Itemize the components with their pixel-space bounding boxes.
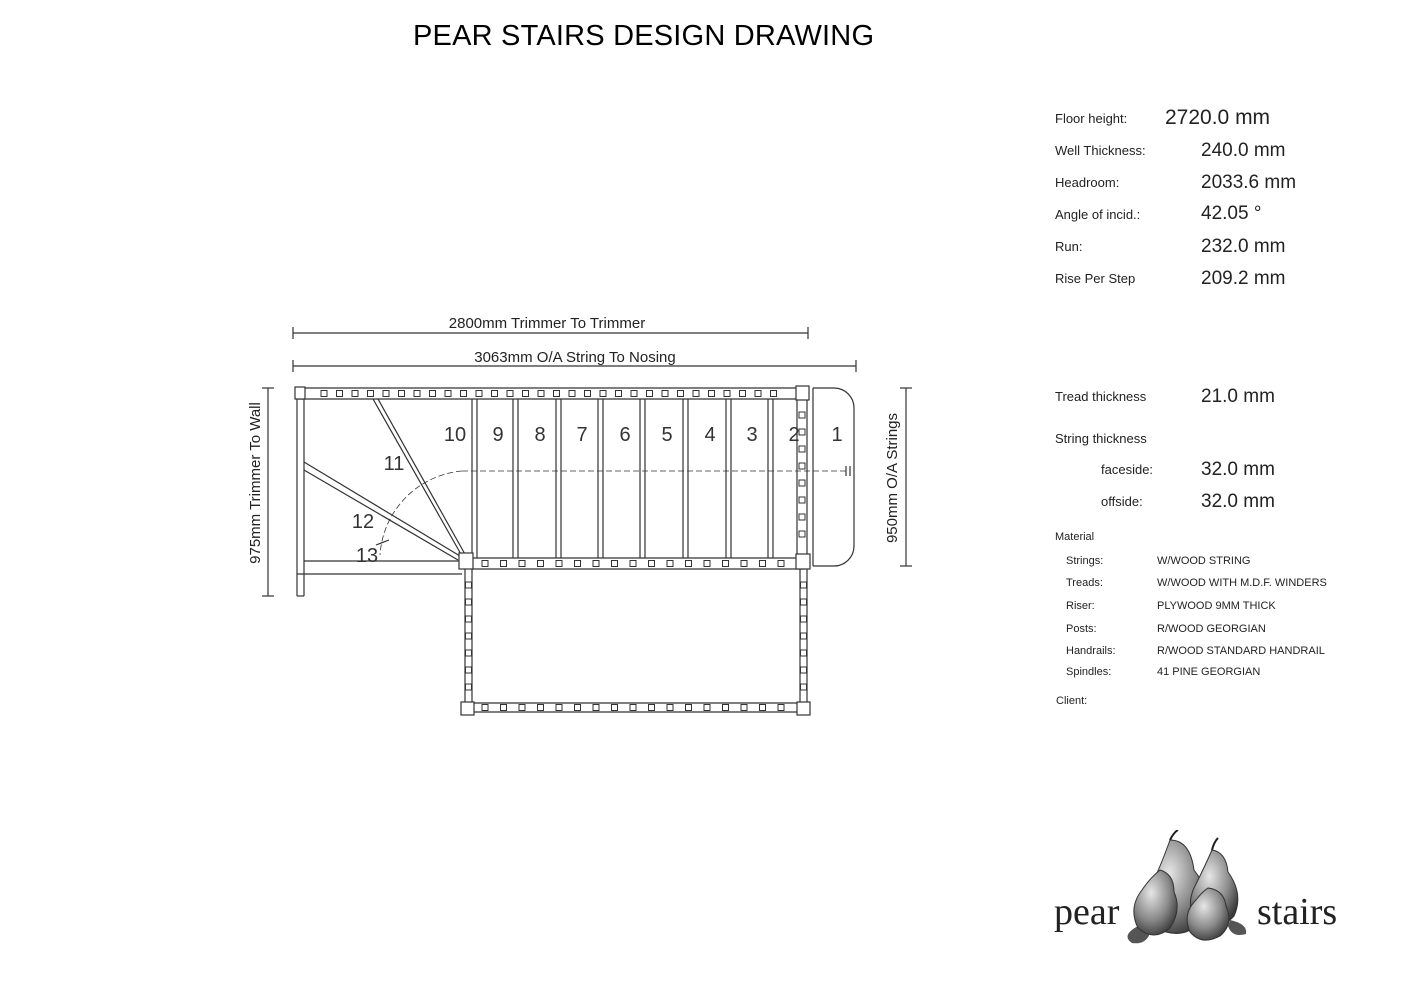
angle-label: Angle of incid.: [1055, 207, 1141, 222]
material-heading: Material [1055, 531, 1095, 543]
spindle [801, 684, 807, 690]
spindle [799, 497, 805, 503]
step-number: 8 [534, 424, 546, 446]
material-item-label: Riser: [1066, 600, 1095, 612]
spindle [799, 412, 805, 418]
spindle [430, 391, 436, 397]
step-number: 1 [831, 424, 843, 446]
spindle [538, 391, 544, 397]
rise-value: 209.2 mm [1201, 268, 1286, 289]
spindle [399, 391, 405, 397]
spindle [414, 391, 420, 397]
well-thickness-value: 240.0 mm [1201, 140, 1286, 161]
spindle [771, 391, 777, 397]
client-label: Client: [1056, 695, 1088, 707]
material-item-value: W/WOOD WITH M.D.F. WINDERS [1157, 577, 1327, 589]
spindle [554, 391, 560, 397]
spindle [461, 391, 467, 397]
logo-word-stairs: stairs [1257, 891, 1338, 933]
spindle [383, 391, 389, 397]
offside-value: 32.0 mm [1201, 491, 1275, 512]
headroom-label: Headroom: [1055, 175, 1120, 190]
spindle [519, 705, 525, 711]
step-number: 10 [443, 424, 467, 446]
spindle [647, 391, 653, 397]
step-number: 5 [661, 424, 673, 446]
spindle [686, 561, 692, 567]
step-number: 6 [619, 424, 631, 446]
spindle [667, 561, 673, 567]
spindle [538, 705, 544, 711]
spindle [799, 531, 805, 537]
spindle [704, 561, 710, 567]
spindle [799, 480, 805, 486]
material-item-value: R/WOOD GEORGIAN [1157, 623, 1266, 635]
newel-post [797, 702, 810, 715]
well-thickness-label: Well Thickness: [1055, 143, 1146, 158]
material-item-label: Treads: [1066, 577, 1103, 589]
spindle [466, 616, 472, 622]
spindle [368, 391, 374, 397]
spindle [724, 391, 730, 397]
spindle [519, 561, 525, 567]
spindle [667, 705, 673, 711]
spindle [801, 599, 807, 605]
material-item-label: Handrails: [1066, 645, 1116, 657]
newel-post [459, 553, 473, 569]
headroom-value: 2033.6 mm [1201, 172, 1297, 193]
spindle [501, 705, 507, 711]
spindle [569, 391, 575, 397]
spindle [466, 599, 472, 605]
spindle [593, 561, 599, 567]
spindle [709, 391, 715, 397]
run-value: 232.0 mm [1201, 236, 1286, 257]
spindle [600, 391, 606, 397]
spindle [631, 391, 637, 397]
spindle [760, 705, 766, 711]
newel-post [796, 386, 809, 400]
angle-value: 42.05 ° [1201, 203, 1262, 224]
spindle [466, 582, 472, 588]
spindle [801, 582, 807, 588]
spindle [630, 561, 636, 567]
spindle [466, 667, 472, 673]
material-item-label: Posts: [1066, 623, 1097, 635]
spindle [778, 705, 784, 711]
spindle [799, 463, 805, 469]
rise-label: Rise Per Step [1055, 271, 1136, 286]
spindle [507, 391, 513, 397]
material-item-value: 41 PINE GEORGIAN [1157, 666, 1261, 678]
spindle [741, 705, 747, 711]
spindle [523, 391, 529, 397]
floor-height-label: Floor height: [1055, 111, 1128, 126]
tread-thickness-label: Tread thickness [1055, 389, 1147, 404]
step-number: 13 [355, 545, 379, 567]
spindle [686, 705, 692, 711]
dim-trimmer-label: 2800mm Trimmer To Trimmer [448, 315, 646, 332]
newel-post [796, 554, 810, 569]
step-number: 12 [351, 511, 375, 533]
spindle [801, 650, 807, 656]
spindle [799, 446, 805, 452]
spindle [575, 561, 581, 567]
spindle [501, 561, 507, 567]
spindle [337, 391, 343, 397]
material-item-label: Spindles: [1066, 666, 1112, 678]
spindle [612, 705, 618, 711]
material-item-value: R/WOOD STANDARD HANDRAIL [1157, 645, 1325, 657]
dim-nosing-label: 3063mm O/A String To Nosing [474, 349, 676, 366]
spindle [760, 561, 766, 567]
floor-height-value: 2720.0 mm [1165, 106, 1271, 129]
spindle [556, 561, 562, 567]
spindle [799, 514, 805, 520]
faceside-value: 32.0 mm [1201, 459, 1275, 480]
spindle [575, 705, 581, 711]
step-number: 11 [383, 453, 405, 475]
dim-strings-label: 950mm O/A Strings [884, 412, 901, 544]
material-item-value: W/WOOD STRING [1157, 555, 1251, 567]
step-number: 2 [788, 424, 800, 446]
spindle [445, 391, 451, 397]
spindle [801, 667, 807, 673]
spindle [778, 561, 784, 567]
material-item-value: PLYWOOD 9MM THICK [1157, 600, 1276, 612]
dim-wall-label: 975mm Trimmer To Wall [247, 402, 264, 564]
tread-thickness-value: 21.0 mm [1201, 386, 1275, 407]
spindle [723, 561, 729, 567]
spindle [704, 705, 710, 711]
step-number: 7 [576, 424, 588, 446]
spindle [801, 616, 807, 622]
spindle [556, 705, 562, 711]
logo-word-pear: pear [1054, 891, 1120, 933]
newel-post [461, 702, 474, 715]
spindle [723, 705, 729, 711]
page-title: PEAR STAIRS DESIGN DRAWING [413, 20, 875, 52]
spindle [538, 561, 544, 567]
material-item-label: Strings: [1066, 555, 1104, 567]
step-number: 4 [704, 424, 716, 446]
spindle [649, 561, 655, 567]
spindle [482, 705, 488, 711]
step-number: 9 [492, 424, 504, 446]
newel-post [295, 387, 305, 399]
spindle [649, 705, 655, 711]
spindle [616, 391, 622, 397]
spindle [466, 684, 472, 690]
spindle [741, 561, 747, 567]
spindle [693, 391, 699, 397]
pear-logo-icon [1040, 830, 1260, 950]
spindle [678, 391, 684, 397]
spindle [630, 705, 636, 711]
faceside-label: faceside: [1101, 462, 1154, 477]
spindle [466, 650, 472, 656]
spindle [352, 391, 358, 397]
run-label: Run: [1055, 239, 1083, 254]
spindle [593, 705, 599, 711]
spindle [755, 391, 761, 397]
offside-label: offside: [1101, 494, 1143, 509]
spindle [466, 633, 472, 639]
spindle [662, 391, 668, 397]
string-thickness-label: String thickness [1055, 431, 1147, 446]
spindle [740, 391, 746, 397]
spindle [321, 391, 327, 397]
spindle [612, 561, 618, 567]
spindle [476, 391, 482, 397]
spindle [801, 633, 807, 639]
spindle [585, 391, 591, 397]
spindle [492, 391, 498, 397]
step-number: 3 [746, 424, 758, 446]
spindle [482, 561, 488, 567]
spindle [799, 429, 805, 435]
